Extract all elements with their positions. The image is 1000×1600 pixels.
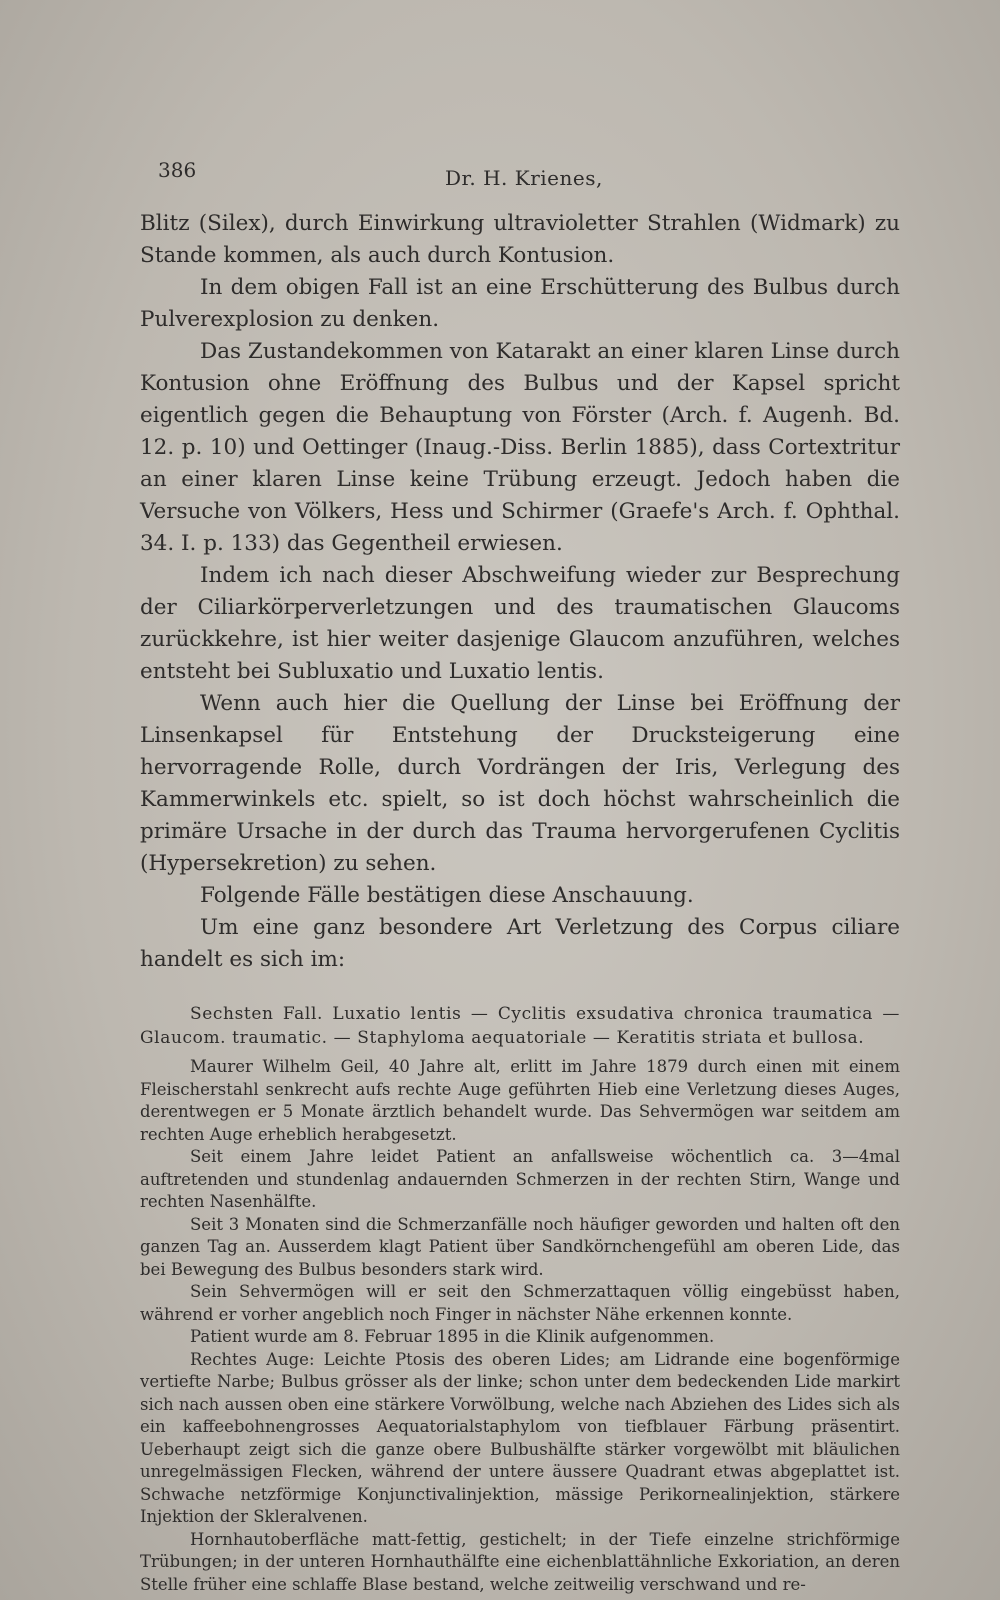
body-text	[140, 208, 900, 976]
page-header	[140, 158, 900, 208]
paragraph: Indem ich nach dieser Abschweifung wieder zur Besprechung der Ciliarkörperverletzungen und des traumatischen Glaucoms zurückkehre, ist hier weiter dasjenige Glaucom anzuführen, welches entsteht bei Subluxatio und Luxatio lentis.	[140, 563, 900, 684]
case-paragraph: Seit 3 Monaten sind die Schmerzanfälle noch häufiger geworden und halten oft den ganzen Tag an. Ausserdem klagt Patient über Sandkörnchengefühl am oberen Lide, das bei Bewegung des Bulbus besonders stark wird.	[140, 1214, 900, 1279]
paragraph: Das Zustandekommen von Katarakt an einer klaren Linse durch Kontusion ohne Eröffnung des Bulbus und der Kapsel spricht eigentlich gegen die Behauptung von Förster (Arch. f. Augenh. Bd. 12. p. 10) und Oettinger (Inaug.-Diss. Berlin 1885), dass Cortextritur an einer klaren Linse keine Trübung erzeugt. Jedoch haben die Versuche von Völkers, Hess und Schirmer (Graefe's Arch. f. Ophthal. 34. I. p. 133) das Gegentheil erwiesen.	[140, 339, 900, 556]
case-report	[140, 1002, 900, 1596]
paragraph: Folgende Fälle bestätigen diese Anschauung.	[200, 883, 694, 908]
case-paragraph: Rechtes Auge: Leichte Ptosis des oberen Lides; am Lidrande eine bogenförmige vertiefte Narbe; Bulbus grösser als der linke; schon unter dem bedeckenden Lide markirt sich nach aussen oben eine stärkere Vorwölbung, welche nach Abziehen des Lides sich als ein kaffeebohnengrosses Aequatorialstaphylom von tiefblauer Färbung präsentirt. Ueberhaupt zeigt sich die ganze obere Bulbushälfte stärker vorgewölbt mit bläulichen unregelmässigen Flecken, während der untere äussere Quadrant etwas abgeplattet ist. Schwache netzförmige Konjunctivalinjektion, mässige Perikornealinjektion, stärkere Injektion der Skleralvenen.	[140, 1349, 900, 1526]
case-heading: Sechsten Fall. Luxatio lentis — Cyclitis exsudativa chronica traumatica — Glaucom. traumatic. — Staphyloma aequatoriale — Keratitis striata et bullosa.	[140, 1004, 900, 1048]
paragraph: Um eine ganz besondere Art Verletzung des Corpus ciliare handelt es sich im:	[140, 915, 900, 972]
case-body	[140, 1056, 900, 1596]
case-paragraph: Sein Sehvermögen will er seit den Schmerzattaquen völlig eingebüsst haben, während er vorher angeblich noch Finger in nächster Nähe erkennen konnte.	[140, 1282, 900, 1324]
case-paragraph: Hornhautoberfläche matt-fettig, gestichelt; in der Tiefe einzelne strichförmige Trübungen; in der unteren Hornhauthälfte eine eichenblattähnliche Exkoriation, an deren Stelle früher eine schlaffe Blase bestand, welche zeitweilig verschwand und re-	[140, 1529, 900, 1594]
paragraph: Wenn auch hier die Quellung der Linse bei Eröffnung der Linsenkapsel für Entstehung der Drucksteigerung eine hervorragende Rolle, durch Vordrängen der Iris, Verlegung des Kammerwinkels etc. spielt, so ist doch höchst wahrscheinlich die primäre Ursache in der durch das Trauma hervorgerufenen Cyclitis (Hypersekretion) zu sehen.	[140, 691, 900, 876]
paragraph: In dem obigen Fall ist an eine Erschütterung des Bulbus durch Pulverexplosion zu denken.	[140, 275, 900, 332]
running-head: Dr. H. Krienes,	[445, 166, 603, 190]
case-paragraph: Maurer Wilhelm Geil, 40 Jahre alt, erlitt im Jahre 1879 durch einen mit einem Fleischerstahl senkrecht aufs rechte Auge geführten Hieb eine Verletzung dieses Auges, derentwegen er 5 Monate ärztlich behandelt wurde. Das Sehvermögen war seitdem am rechten Auge erheblich herabgesetzt.	[140, 1057, 900, 1144]
case-paragraph: Patient wurde am 8. Februar 1895 in die Klinik aufgenommen.	[190, 1327, 715, 1346]
page-number: 386	[158, 158, 197, 182]
case-paragraph: Seit einem Jahre leidet Patient an anfallsweise wöchentlich ca. 3—4mal auftretenden und stundenlag andauernden Schmerzen in der rechten Stirn, Wange und rechten Nasenhälfte.	[140, 1147, 900, 1211]
paragraph: Blitz (Silex), durch Einwirkung ultravioletter Strahlen (Widmark) zu Stande kommen, als auch durch Kontusion.	[140, 211, 900, 268]
page-content	[140, 158, 900, 1596]
